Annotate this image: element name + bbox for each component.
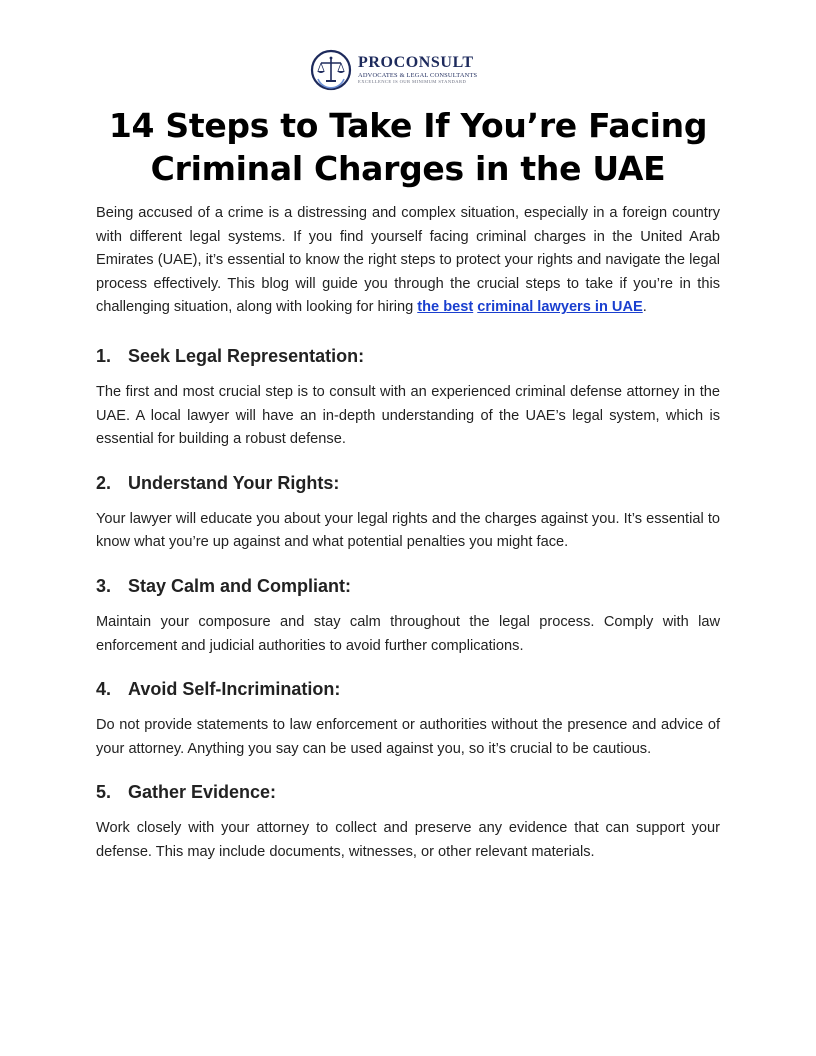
title-line-1: 14 Steps to Take If You’re Facing: [108, 106, 708, 145]
page-title: [60, 104, 756, 190]
section-heading-2: [96, 473, 720, 494]
intro-end: .: [642, 299, 647, 316]
section-title: Stay Calm and Compliant:: [128, 575, 352, 596]
section-number: 4.: [96, 679, 112, 700]
section-body-4: Do not provide statements to law enforcement or authorities without the presence and advice of your attorney. Anything you say can be used against you, so it’s crucial to be cautious.: [96, 717, 720, 757]
best-link[interactable]: the best: [417, 299, 474, 316]
section-number: 3.: [96, 575, 112, 596]
section-title: Seek Legal Representation:: [128, 345, 365, 366]
brand-name: PROCONSULT: [358, 54, 474, 71]
section-number: 1.: [96, 345, 112, 366]
section-heading-4: [96, 679, 720, 700]
proconsult-logo: [310, 48, 510, 92]
section-body-2: Your lawyer will educate you about your legal rights and the charges against you. It’s essential to know what you’re up against and what potential penalties you might face.: [96, 510, 720, 551]
article-body: [96, 202, 720, 865]
criminal-lawyers-link[interactable]: criminal lawyers in UAE: [477, 299, 643, 316]
section-number: 2.: [96, 472, 112, 493]
section-heading-1: [96, 346, 720, 367]
section-body-3: Maintain your composure and stay calm throughout the legal process. Comply with law enforcement and judicial authorities to avoid further complications.: [96, 613, 720, 654]
section-title: Gather Evidence:: [128, 782, 277, 803]
section-number: 5.: [96, 782, 112, 803]
brand-tagline: EXCELLENCE IS OUR MINIMUM STANDARD: [358, 79, 467, 85]
section-title: Avoid Self-Incrimination:: [128, 679, 341, 700]
section-heading-3: [96, 576, 720, 597]
intro-paragraph: [96, 202, 720, 320]
intro-text: Being accused of a crime is a distressing and complex situation, especially in a foreign country with different legal systems. If you find yourself facing criminal charges in the United Arab Emirates (UAE), it’s essential to know the right steps to protect your rights and navigate the legal process effectively. This blog will guide you through the crucial steps to take if you’re in this challenging situation, along with looking for hiring: [96, 205, 720, 316]
section-body-5: Work closely with your attorney to collect and preserve any evidence that can support your defense. This may include documents, witnesses, or other relevant materials.: [96, 820, 720, 860]
section-title: Understand Your Rights:: [128, 472, 340, 493]
section-body-1: The first and most crucial step is to consult with an experienced criminal defense attorney in the UAE. A local lawyer will have an in-depth understanding of the UAE’s legal system, which is essential for building a robust defense.: [96, 383, 720, 448]
logo-text-block: [358, 55, 477, 85]
scales-of-justice-icon: [310, 49, 352, 91]
section-heading-5: [96, 782, 720, 803]
brand-subtitle: ADVOCATES & LEGAL CONSULTANTS: [358, 72, 478, 79]
title-line-2: Criminal Charges in the UAE: [150, 149, 666, 188]
